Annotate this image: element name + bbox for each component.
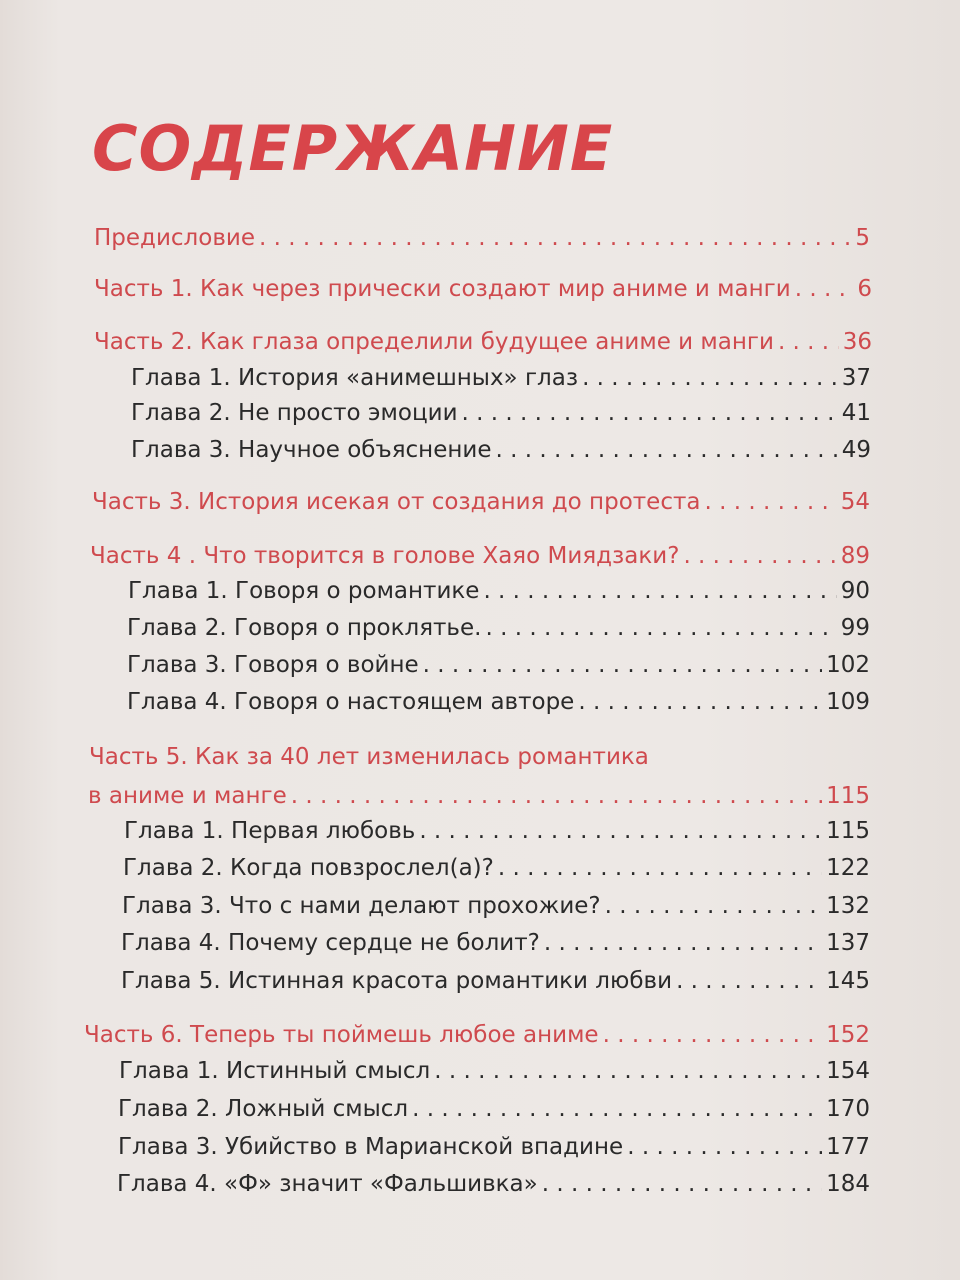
leader-dots <box>462 398 838 428</box>
toc-entry-part-2-chapter-3[interactable] <box>131 435 871 465</box>
toc-entry-label: Глава 4. Почему сердце не болит? <box>121 930 540 956</box>
leader-dots <box>434 1056 822 1086</box>
toc-entry-page: 145 <box>826 968 870 994</box>
toc-entry-preface[interactable] <box>94 223 870 253</box>
toc-entry-label: Часть 1. Как через прически создают мир аниме и манги <box>94 276 791 302</box>
toc-entry-page: 154 <box>826 1058 870 1084</box>
toc-entry-page: 102 <box>826 652 870 678</box>
toc-entry-part-5-chapter-5[interactable] <box>121 966 870 996</box>
toc-entry-label: Часть 2. Как глаза определили будущее аниме и манги <box>94 329 774 355</box>
toc-entry-page: 177 <box>826 1134 870 1160</box>
toc-entry-label: Глава 4. Говоря о настоящем авторе <box>127 689 575 715</box>
toc-entry-part-4-chapter-1[interactable] <box>128 576 870 606</box>
toc-entry-label: Глава 3. Убийство в Марианской впадине <box>118 1134 624 1160</box>
leader-dots <box>423 650 822 680</box>
toc-entry-page: 5 <box>855 225 870 251</box>
toc-entry-label: Глава 1. Говоря о романтике <box>128 578 480 604</box>
toc-entry-label: Глава 2. Не просто эмоции <box>131 400 458 426</box>
toc-entry-part-6-chapter-4[interactable] <box>117 1169 870 1199</box>
toc-entry-page: 184 <box>826 1171 870 1197</box>
toc-entry-part-4[interactable] <box>90 541 870 571</box>
leader-dots <box>683 541 836 571</box>
toc-entry-part-5-chapter-4[interactable] <box>121 928 870 958</box>
leader-dots <box>582 363 838 393</box>
leader-dots <box>544 928 822 958</box>
toc-entry-part-5-chapter-3[interactable] <box>122 891 870 921</box>
toc-entry-label: Часть 6. Теперь ты поймешь любое аниме <box>84 1022 599 1048</box>
toc-entry-label: Предисловие <box>94 225 255 251</box>
toc-entry-page: 49 <box>841 437 871 463</box>
toc-entry-label: Глава 3. Что с нами делают прохожие? <box>122 893 601 919</box>
toc-entry-part-5-chapter-1[interactable] <box>124 816 870 846</box>
toc-entry-page: 54 <box>840 489 870 515</box>
toc-entry-page: 132 <box>826 893 870 919</box>
toc-entry-page: 89 <box>840 543 870 569</box>
leader-dots <box>704 487 836 517</box>
toc-entry-page: 36 <box>842 329 872 355</box>
toc-entry-part-3[interactable] <box>92 487 870 517</box>
leader-dots <box>259 223 851 253</box>
toc-entry-page: 122 <box>826 855 870 881</box>
toc-entry-part-5[interactable] <box>88 781 870 811</box>
toc-entry-part-5-chapter-2[interactable] <box>123 853 870 883</box>
leader-dots <box>603 1020 823 1050</box>
leader-dots <box>605 891 822 921</box>
toc-entry-page: 115 <box>826 783 870 809</box>
toc-entry-label: Глава 2. Говоря о проклятье. <box>127 615 482 641</box>
leader-dots <box>778 327 839 357</box>
leader-dots <box>578 687 822 717</box>
toc-entry-page: 137 <box>826 930 870 956</box>
toc-entry-page: 152 <box>826 1022 870 1048</box>
toc-entry-part-6-chapter-2[interactable] <box>118 1094 870 1124</box>
toc-entry-label: Глава 5. Истинная красота романтики любви <box>121 968 673 994</box>
toc-entry-label: Часть 3. История исекая от создания до протеста <box>92 489 701 515</box>
toc-entry-page: 90 <box>840 578 870 604</box>
toc-entry-part-6-chapter-1[interactable] <box>119 1056 870 1086</box>
toc-entry-label: Глава 2. Когда повзрослел(а)? <box>123 855 494 881</box>
toc-entry-label: в аниме и манге <box>88 783 287 809</box>
toc-entry-label: Часть 4 . Что творится в голове Хаяо Миядзаки? <box>90 543 680 569</box>
toc-entry-part-2-chapter-2[interactable] <box>131 398 871 428</box>
toc-entry-part-4-chapter-4[interactable] <box>127 687 870 717</box>
toc-entry-label: Глава 1. История «анимешных» глаз <box>131 365 579 391</box>
leader-dots <box>627 1132 822 1162</box>
toc-entry-label: Глава 3. Научное объяснение <box>131 437 492 463</box>
leader-dots <box>485 613 836 643</box>
leader-dots <box>419 816 822 846</box>
leader-dots <box>412 1094 822 1124</box>
toc-entry-part-5-line-1[interactable]: Часть 5. Как за 40 лет изменилась романтика <box>89 744 649 770</box>
toc-entry-page: 6 <box>857 276 872 302</box>
toc-entry-part-4-chapter-2[interactable] <box>127 613 870 643</box>
leader-dots <box>542 1169 822 1199</box>
toc-entry-page: 109 <box>826 689 870 715</box>
toc-entry-page: 115 <box>826 818 870 844</box>
toc-entry-part-6[interactable] <box>84 1020 870 1050</box>
leader-dots <box>483 576 836 606</box>
toc-entry-page: 37 <box>841 365 871 391</box>
toc-entry-label: Глава 3. Говоря о войне <box>127 652 419 678</box>
leader-dots <box>496 435 838 465</box>
leader-dots <box>676 966 822 996</box>
toc-entry-page: 170 <box>826 1096 870 1122</box>
toc-entry-page: 99 <box>840 615 870 641</box>
toc-entry-part-1[interactable] <box>94 274 872 304</box>
toc-entry-part-2-chapter-1[interactable] <box>131 363 871 393</box>
toc-entry-label: Глава 1. Первая любовь <box>124 818 416 844</box>
leader-dots <box>498 853 822 883</box>
toc-entry-page: 41 <box>841 400 871 426</box>
toc-entry-part-6-chapter-3[interactable] <box>118 1132 870 1162</box>
toc-entry-part-4-chapter-3[interactable] <box>127 650 870 680</box>
toc-entry-part-2[interactable] <box>94 327 872 357</box>
leader-dots <box>291 781 822 811</box>
toc-entry-label: Глава 4. «Ф» значит «Фальшивка» <box>117 1171 538 1197</box>
toc-entry-label: Глава 1. Истинный смысл <box>119 1058 431 1084</box>
toc-entry-label: Глава 2. Ложный смысл <box>118 1096 409 1122</box>
page-title: СОДЕРЖАНИЕ <box>92 112 614 185</box>
leader-dots <box>795 274 854 304</box>
